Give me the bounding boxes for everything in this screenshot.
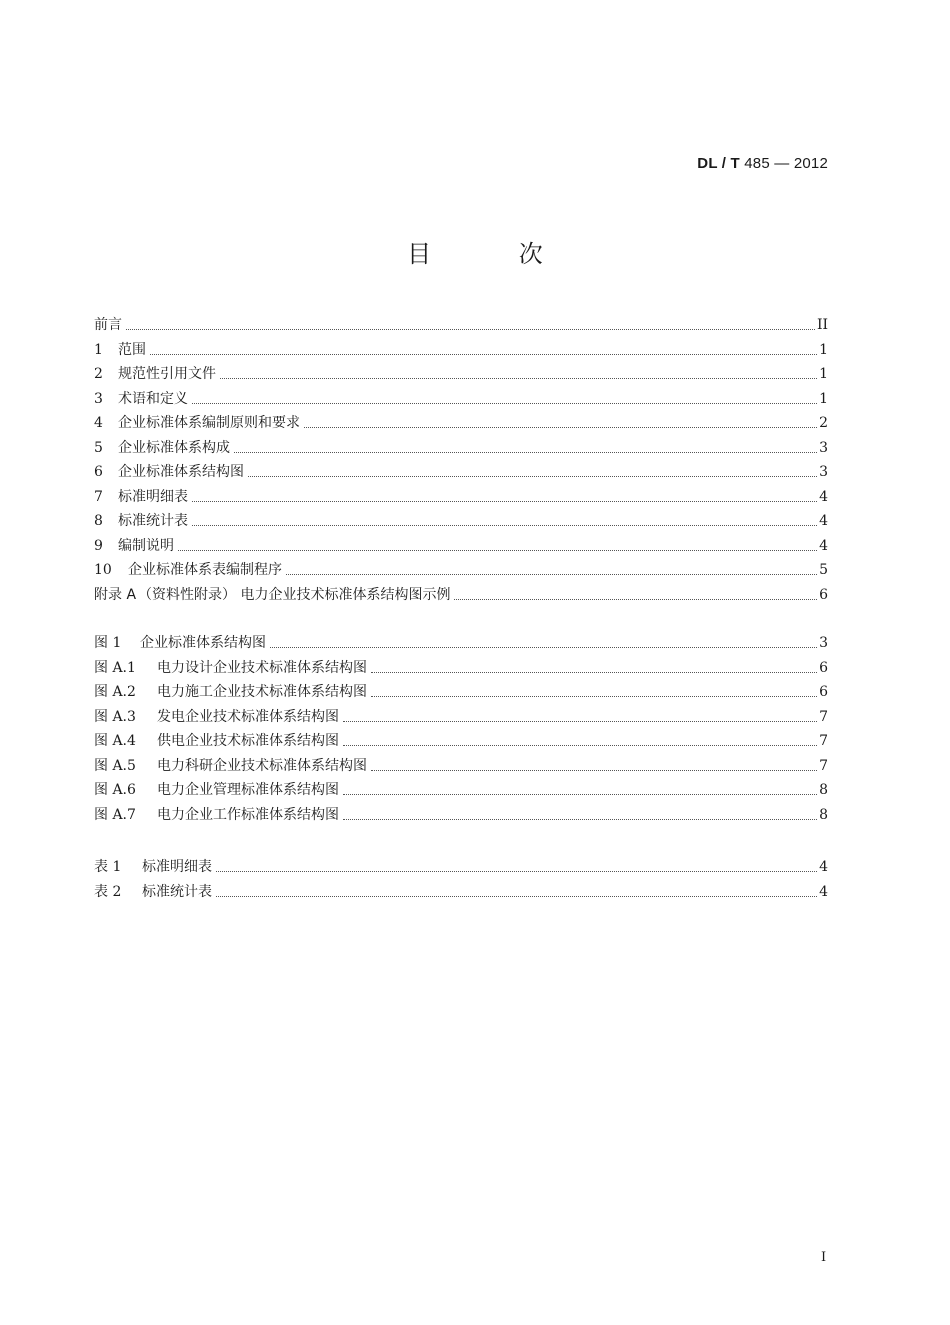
table-entry[interactable] <box>94 852 828 876</box>
figure-entry-label: 供电企业技术标准体系结构图 <box>157 733 339 749</box>
dot-leader <box>178 549 817 551</box>
toc-entry-label: 标准统计表 <box>118 513 188 529</box>
figure-entry-number: 图 A.6 <box>94 782 136 798</box>
dot-leader <box>371 695 817 697</box>
dot-leader <box>216 895 817 897</box>
toc-entry-number: 9 <box>94 537 103 554</box>
toc-entry-number: 7 <box>94 488 103 505</box>
toc-entry-label: 企业标准体系表编制程序 <box>128 562 282 578</box>
dot-leader <box>234 451 817 453</box>
figure-entry-label: 企业标准体系结构图 <box>140 635 266 651</box>
page-number: I <box>821 1250 827 1265</box>
toc-entry-number: 6 <box>94 464 103 480</box>
toc-entry-number: 5 <box>94 439 103 456</box>
toc-entry-page: 3 <box>819 439 828 456</box>
figure-entry-page: 7 <box>819 757 828 774</box>
figure-entry-number: 图 A.2 <box>94 684 136 700</box>
standard-number: 485 — 2012 <box>744 155 828 172</box>
dot-leader <box>220 377 817 379</box>
dot-leader <box>270 646 817 648</box>
toc-entry[interactable] <box>94 384 828 408</box>
toc-entry[interactable] <box>94 408 828 432</box>
dot-leader <box>192 524 817 526</box>
figure-entry[interactable] <box>94 702 828 726</box>
table-entry[interactable] <box>94 877 828 901</box>
toc-entry-page: 1 <box>819 390 828 407</box>
toc-entry-label: 企业标准体系结构图 <box>118 464 244 480</box>
toc-entry-label: 规范性引用文件 <box>118 366 216 382</box>
figure-entry-page: 6 <box>819 659 828 676</box>
toc-entry-number: 10 <box>94 562 112 578</box>
dot-leader <box>216 870 817 872</box>
figure-entry-label: 电力施工企业技术标准体系结构图 <box>157 684 367 700</box>
toc-entry[interactable] <box>94 335 828 359</box>
table-entry-number: 表 1 <box>94 859 122 875</box>
toc-entry-number: 1 <box>94 341 103 358</box>
page-title: 目 次 <box>407 240 583 268</box>
figure-entry-page: 3 <box>819 635 828 651</box>
dot-leader <box>343 818 817 820</box>
toc-entry-page: 4 <box>819 513 828 529</box>
figure-entry-number: 图 1 <box>94 635 122 651</box>
toc-entry[interactable] <box>94 482 828 506</box>
toc-entry-page: 4 <box>819 488 828 505</box>
toc-entry-label: 前言 <box>94 317 122 333</box>
figure-entry[interactable] <box>94 751 828 775</box>
toc-entry-label: 标准明细表 <box>118 488 188 505</box>
toc-entry[interactable] <box>94 531 828 555</box>
toc-entry[interactable] <box>94 310 828 334</box>
table-entry-page: 4 <box>819 883 828 900</box>
figure-entry-number: 图 A.3 <box>94 708 136 725</box>
toc-entry-page: 4 <box>819 537 828 554</box>
dot-leader <box>371 769 817 771</box>
toc-entry-number: 4 <box>94 415 103 431</box>
figure-entry[interactable] <box>94 800 828 824</box>
toc-entry[interactable] <box>94 555 828 579</box>
dot-leader <box>304 426 817 428</box>
figure-entry[interactable] <box>94 726 828 750</box>
figure-entry-page: 8 <box>819 782 828 798</box>
toc-entry-page: 2 <box>819 415 828 431</box>
document-code <box>697 155 828 172</box>
standard-prefix: DL / T <box>697 155 740 172</box>
table-entry-page: 4 <box>819 859 828 875</box>
dot-leader <box>343 744 817 746</box>
figure-entry-page: 8 <box>819 806 828 823</box>
figure-entry-label: 电力企业管理标准体系结构图 <box>157 782 339 798</box>
figure-entry-number: 图 A.5 <box>94 757 136 774</box>
dot-leader <box>126 328 815 330</box>
figure-entry-label: 电力科研企业技术标准体系结构图 <box>157 757 367 774</box>
dot-leader <box>150 353 817 355</box>
toc-entry-page: II <box>816 317 828 333</box>
toc-entry-label: 企业标准体系编制原则和要求 <box>118 415 300 431</box>
toc-entry-page: 5 <box>819 562 828 578</box>
figure-entry[interactable] <box>94 775 828 799</box>
toc-entry[interactable] <box>94 433 828 457</box>
dot-leader <box>192 402 817 404</box>
figure-entry-label: 电力设计企业技术标准体系结构图 <box>157 659 367 676</box>
toc-entry-label: （资料性附录） 电力企业技术标准体系结构图示例 <box>138 586 451 603</box>
toc-entry-number: 附录 A <box>94 586 137 603</box>
figure-entry-number: 图 A.4 <box>94 733 136 749</box>
toc-entry-page: 1 <box>819 366 828 382</box>
figure-entry[interactable] <box>94 628 828 652</box>
toc-entry-number: 3 <box>94 390 103 407</box>
table-entry-label: 标准明细表 <box>142 859 212 875</box>
figure-entry-page: 7 <box>819 708 828 725</box>
figure-entry-number: 图 A.1 <box>94 659 136 676</box>
toc-entry[interactable] <box>94 506 828 530</box>
toc-entry[interactable] <box>94 359 828 383</box>
figure-entry[interactable] <box>94 653 828 677</box>
figure-entry[interactable] <box>94 677 828 701</box>
toc-entry-label: 术语和定义 <box>118 390 188 407</box>
figure-entry-page: 7 <box>819 733 828 749</box>
figure-entry-number: 图 A.7 <box>94 806 136 823</box>
dot-leader <box>248 475 817 477</box>
dot-leader <box>286 573 817 575</box>
toc-entry-number: 8 <box>94 513 103 529</box>
toc-entry-page: 3 <box>819 464 828 480</box>
dot-leader <box>454 598 817 600</box>
toc-entry-page: 6 <box>819 586 828 603</box>
dot-leader <box>371 671 817 673</box>
figure-entry-label: 发电企业技术标准体系结构图 <box>157 708 339 725</box>
figure-entry-page: 6 <box>819 684 828 700</box>
dot-leader <box>343 720 817 722</box>
table-entry-number: 表 2 <box>94 883 122 900</box>
toc-entry[interactable] <box>94 580 828 604</box>
toc-entry-label: 范围 <box>118 341 146 358</box>
toc-entry-page: 1 <box>819 341 828 358</box>
table-entry-label: 标准统计表 <box>142 883 212 900</box>
toc-entry-label: 企业标准体系构成 <box>118 439 230 456</box>
figure-entry-label: 电力企业工作标准体系结构图 <box>157 806 339 823</box>
toc-entry-label: 编制说明 <box>118 537 174 554</box>
dot-leader <box>192 500 817 502</box>
toc-entry[interactable] <box>94 457 828 481</box>
toc-entry-number: 2 <box>94 366 103 382</box>
dot-leader <box>343 793 817 795</box>
